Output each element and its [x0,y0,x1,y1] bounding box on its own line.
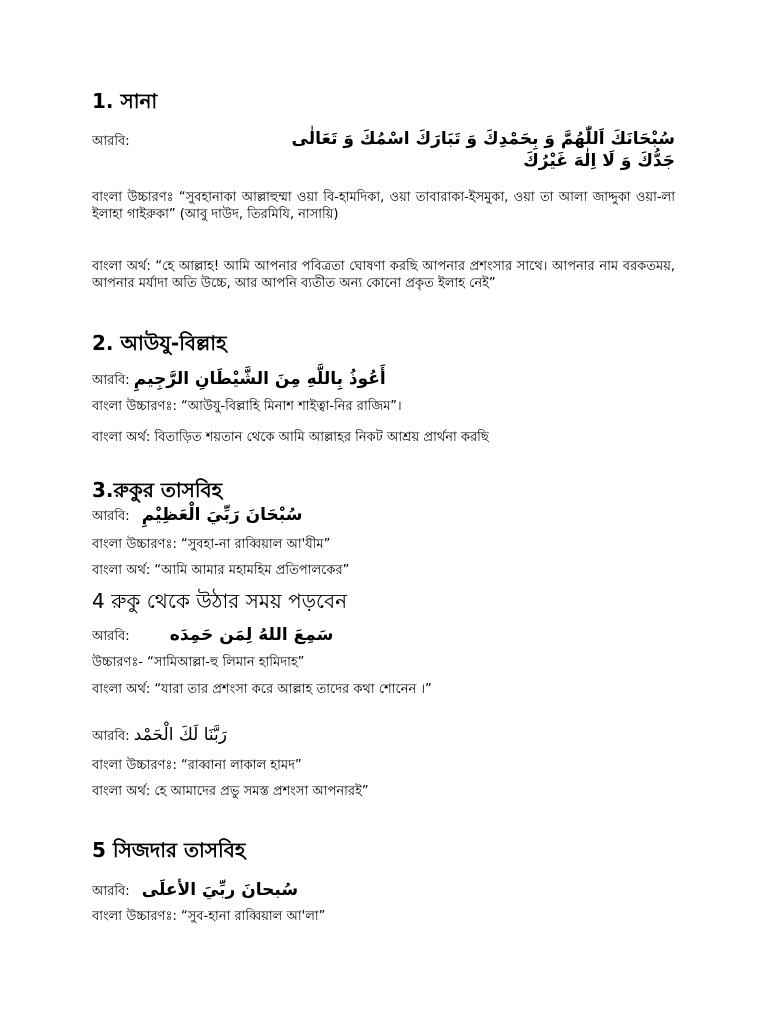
section-1-arabic-text: سُبْحَانَكَ اَللّٰهُمَّ وَ بِحَمْدِكَ وَ تَبَارَكَ اسْمُكَ وَ تَعَالٰى جَدُّكَ وَ لَا اِلٰهَ غَيْرُكَ [291,129,675,171]
section-4-arabic2-line [92,726,675,746]
section-3-arabic-label: আরবি: [92,509,130,524]
section-3-meaning: বাংলা অর্থ: “আমি আমার মহামহিম প্রতিপালকের” [92,563,350,578]
section-2-heading: 2. আউযু-বিল্লাহ [92,331,227,355]
section-1-pronunciation: বাংলা উচ্চারণঃ “সুবহানাকা আল্লাহুম্মা ওয়া বি-হামদিকা, ওয়া তাবারাকা-ইসমুকা, ওয়া তা আলা জাদ্দুকা ওয়া-লা ইলাহা গাইরুকা” (আবু দাউদ, তিরমিযি, নাসায়ি) [92,190,675,222]
section-2-meaning: বাংলা অর্থ: বিতাড়িত শয়তান থেকে আমি আল্লাহর নিকট আশ্রয় প্রার্থনা করছি [92,430,489,445]
section-4-arabic2-text: رَبَّنَا لَكَ الْحَمْد [133,725,227,745]
section-3-arabic-line [92,506,675,526]
section-4-pronunciation2: বাংলা উচ্চারণঃ: “রাব্বানা লাকাল হামদ” [92,758,302,773]
section-3-heading: 3.রুকুর তাসবিহ [92,478,223,502]
section-4-heading: 4 রুকু থেকে উঠার সময় পড়বেন [92,589,348,613]
section-5-arabic-line [92,881,675,901]
section-4-meaning: বাংলা অর্থ: “যারা তার প্রশংসা করে আল্লাহ তাদের কথা শোনেন ।” [92,682,432,697]
section-4-arabic2-label: আরবি: [92,729,130,744]
section-4-arabic-text: سَمِعَ اللهُ لِمَن حَمِدَه [169,625,334,645]
section-2-arabic-line [92,370,675,390]
section-4-arabic-line [92,626,675,646]
section-1-meaning: বাংলা অর্থ: “হে আল্লাহ! আমি আপনার পবিত্রতা ঘোষণা করছি আপনার প্রশংসার সাথে। আপনার নাম বরকতময়, আপনার মর্যাদা অতি উচ্চে, আর আপনি ব্যতীত অন্য কোনো প্রকৃত ইলাহ নেই” [92,259,675,291]
section-3-pronunciation: বাংলা উচ্চারণঃ: “সুবহা-না রাব্বিয়াল আ'যীম” [92,537,331,552]
section-4-meaning2: বাংলা অর্থ: হে আমাদের প্রভু সমস্ত প্রশংসা আপনারই” [92,784,369,799]
section-2-arabic-text: أَعُوذُ بِاللَّهِ مِنَ الشَّيْطَانِ الرَّجِيمِ [133,369,386,389]
section-3-arabic-text: سُبْحَانَ رَبِّيَ الْعَظِيْمِ [141,505,303,525]
section-2-pronunciation: বাংলা উচ্চারণঃ: “আউযু-বিল্লাহি মিনাশ শাইত্বা-নির রাজিম”। [92,399,402,414]
section-5-arabic-text: سُبحانَ ربِّيَ الأعلَى [141,880,299,900]
section-5-pronunciation: বাংলা উচ্চারণঃ: “সুব-হানা রাব্বিয়াল আ'লা” [92,909,326,924]
section-1-heading: 1. সানা [92,89,158,113]
section-4-pronunciation: উচ্চারণঃ- “সামিআল্লা-হু লিমান হামিদাহ” [92,655,305,670]
section-1-arabic-label: আরবি: [92,134,130,149]
section-2-arabic-label: আরবি: [92,373,130,388]
section-4-arabic-label: আরবি: [92,629,130,644]
section-5-arabic-label: আরবি: [92,884,130,899]
section-5-heading: 5 সিজদার তাসবিহ [92,838,246,862]
